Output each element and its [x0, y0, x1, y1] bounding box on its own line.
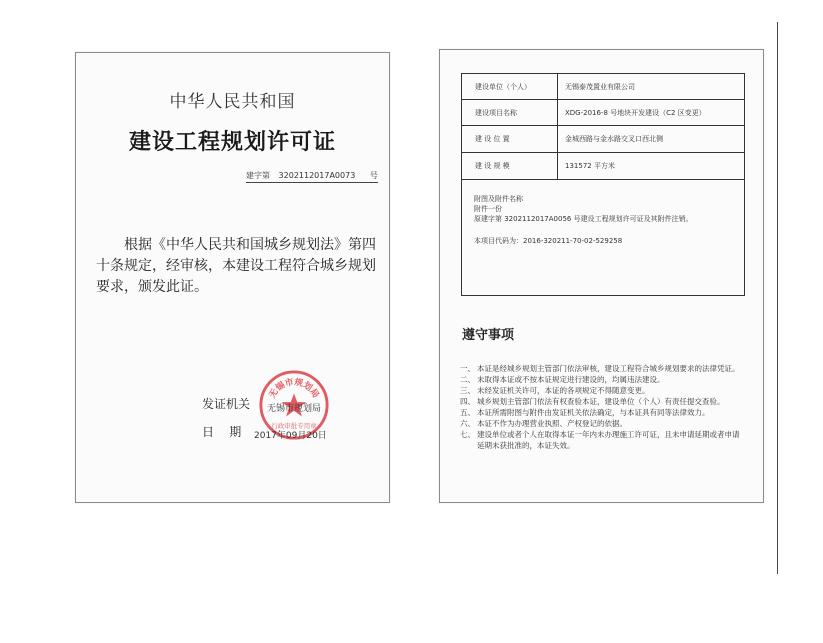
notice-text: 未取得本证或不按本证规定进行建设的，均属违法建设。	[477, 375, 665, 384]
permit-back-page	[439, 49, 764, 503]
table-row	[462, 126, 744, 153]
table-row	[462, 153, 744, 180]
permit-title: 建设工程规划许可证	[128, 130, 336, 155]
table-row	[462, 74, 744, 100]
notice-number: 三、	[460, 386, 475, 395]
row-value: 无锡泰茂置业有限公司	[565, 82, 635, 91]
notice-text: 城乡规划主管部门依法有权查验本证，建设单位（个人）有责任提交查验。	[477, 397, 725, 406]
row-label: 建设单位（个人）	[462, 74, 558, 99]
issuer-label: 发证机关	[202, 397, 251, 411]
notice-text: 建设单位或者个人在取得本证一年内未办理施工许可证，且未申请延期或者申请延期未获批准的，本证失效。	[477, 430, 740, 450]
attachments-line: 原建字第 3202112017A0056 号建设工程规划许可证及其附件注销。	[474, 215, 693, 223]
permit-number-value: 3202112017A0073	[278, 171, 356, 180]
permit-front-page	[75, 52, 390, 503]
notice-number: 四、	[460, 397, 475, 406]
notice-text: 本证是经城乡规划主管部门依法审核，建设工程符合城乡规划要求的法律凭证。	[477, 364, 740, 373]
notice-number: 六、	[460, 419, 475, 428]
row-value: 金城西路与金水路交叉口西北侧	[565, 135, 663, 143]
list-item	[460, 396, 745, 407]
permit-number-prefix: 建字第	[246, 171, 270, 180]
notice-text: 未经发证机关许可，本证的各项规定不得随意变更。	[477, 386, 650, 395]
row-label: 建设项目名称	[462, 100, 558, 125]
row-label: 建 设 位 置	[462, 126, 558, 152]
notice-text: 本证不作为办理营业执照、产权登记的依据。	[477, 419, 627, 428]
list-item	[460, 374, 745, 385]
list-item	[460, 385, 745, 396]
table-row	[462, 100, 744, 126]
notice-text: 本证所需附图与附件由发证机关依法确定，与本证具有同等法律效力。	[477, 408, 710, 417]
project-code: 本项目代码为：2016-320211-70-02-529258	[474, 237, 623, 245]
notice-number: 二、	[460, 375, 475, 384]
notice-number: 五、	[460, 408, 475, 417]
notice-list	[460, 363, 745, 451]
notice-number: 一、	[460, 364, 475, 373]
attachments-line: 附件一份	[474, 205, 502, 213]
list-item	[460, 429, 745, 451]
attachments-section	[474, 194, 734, 246]
project-info-table	[461, 73, 745, 296]
list-item	[460, 407, 745, 418]
notice-title: 遵守事项	[462, 328, 515, 343]
row-label: 建 设 规 模	[462, 153, 558, 179]
country-name: 中华人民共和国	[169, 92, 296, 112]
row-value: 131572 平方米	[565, 162, 615, 170]
permit-number-suffix: 号	[369, 171, 378, 180]
list-item	[460, 363, 745, 374]
notice-number: 七、	[460, 430, 475, 439]
svg-text:行政审批专用章: 行政审批专用章	[271, 422, 317, 431]
issuer-value: 无锡市规划局	[267, 404, 322, 414]
date-label: 日 期	[202, 425, 242, 439]
attachments-heading: 附图及附件名称	[474, 195, 523, 203]
svg-text:无锡市规划局: 无锡市规划局	[267, 377, 321, 401]
list-item	[460, 418, 745, 429]
permit-number	[246, 170, 378, 183]
permit-statement: 根据《中华人民共和国城乡规划法》第四十条规定，经审核，本建设工程符合城乡规划要求，颁发此证。	[96, 237, 376, 295]
page-edge-line	[777, 22, 778, 574]
row-value: XDG-2016-8 号地块开发建设（C2 区变更）	[565, 108, 706, 117]
date-value: 2017年09月20日	[254, 431, 327, 441]
